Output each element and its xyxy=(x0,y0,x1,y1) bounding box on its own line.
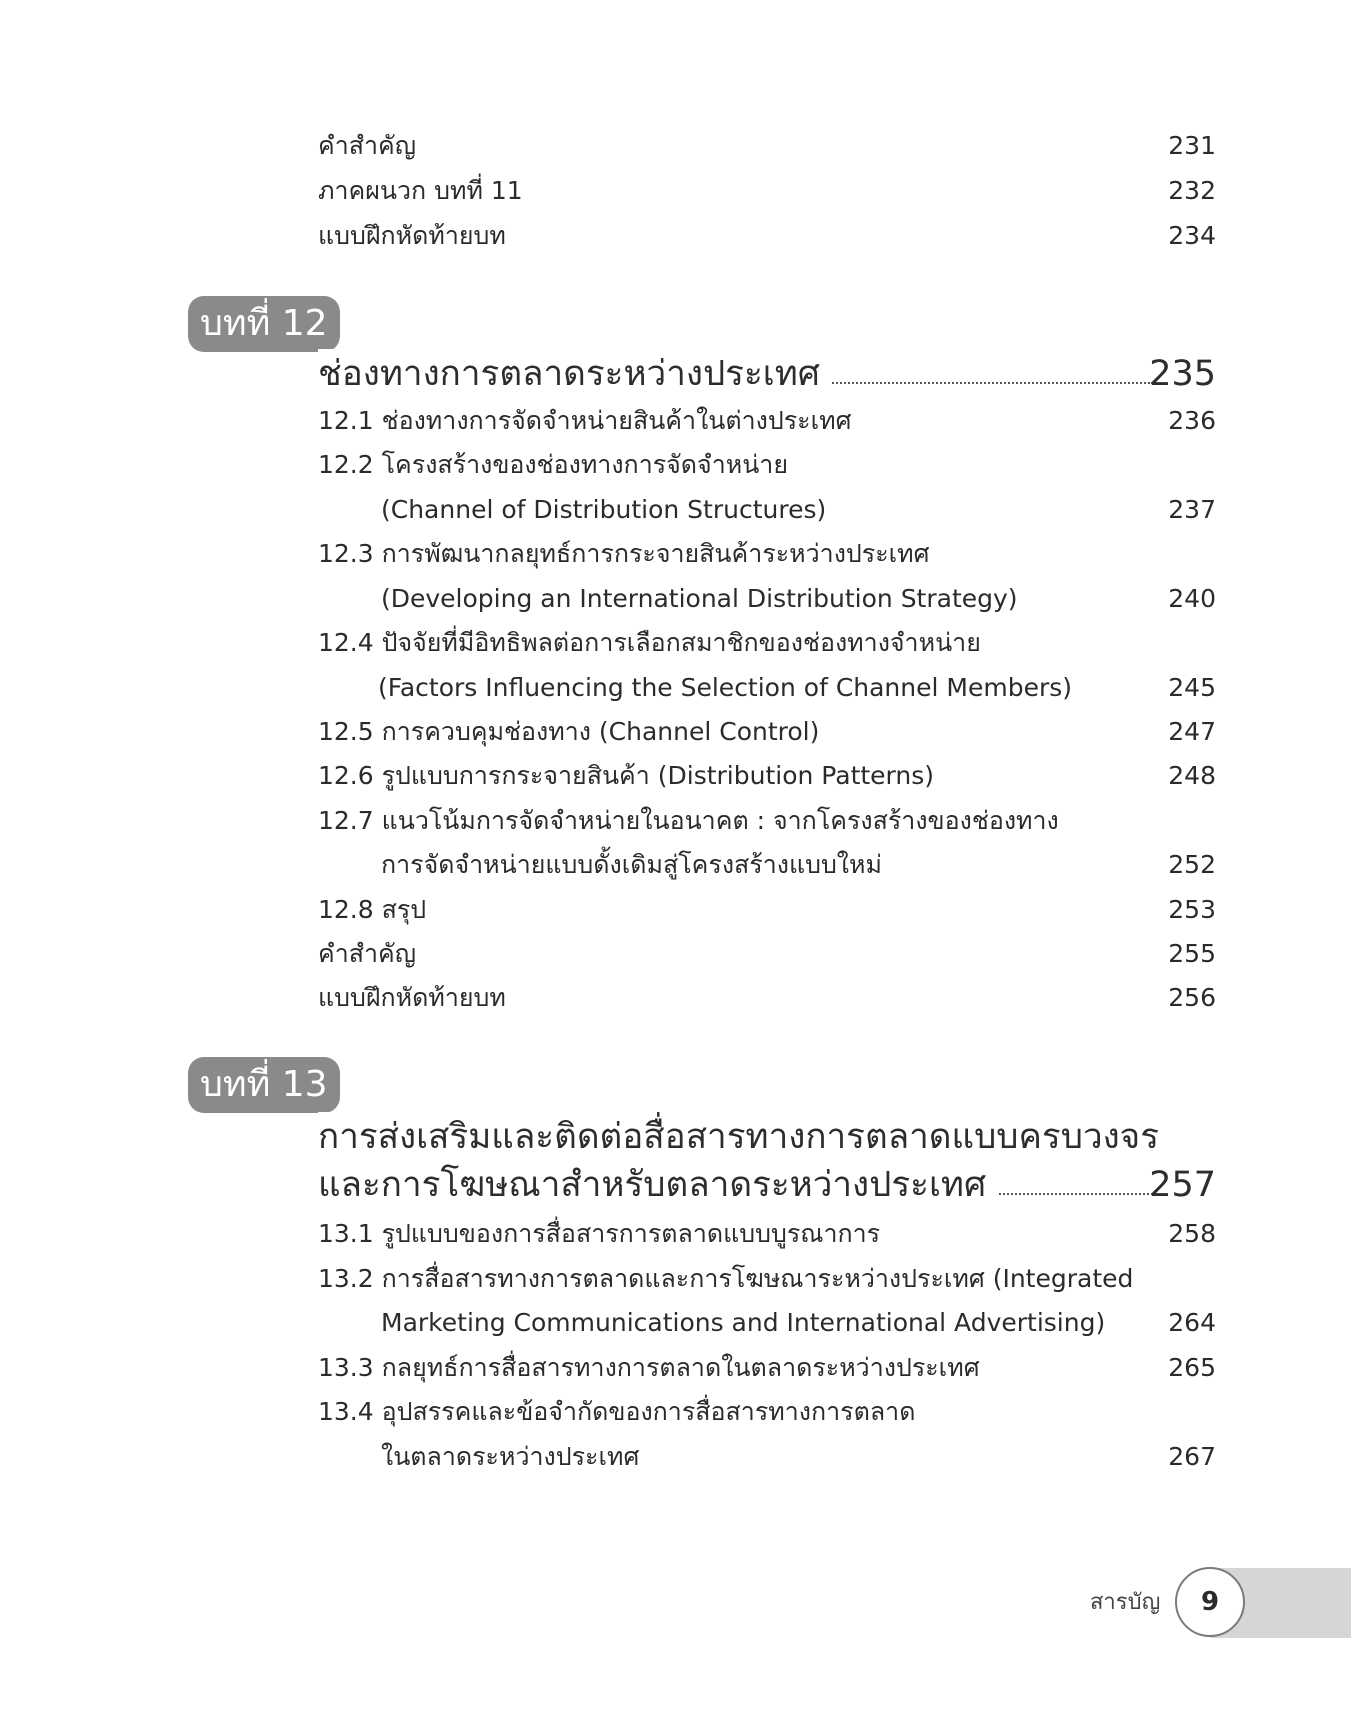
toc-entry-page: 253 xyxy=(1168,895,1216,924)
toc-entry-text: Marketing Communications and International Advertising) xyxy=(381,1308,1106,1337)
toc-entry-page: 234 xyxy=(1168,221,1216,250)
toc-entry xyxy=(0,799,1351,843)
toc-entry-text: 12.7 แนวโน้มการจัดจำหน่ายในอนาคต : จากโครงสร้างของช่องทาง xyxy=(318,806,1059,835)
toc-entry-text: คำสำคัญ xyxy=(318,131,417,160)
toc-entry-text: 12.8 สรุป xyxy=(318,895,427,924)
toc-entry-text: 12.5 การควบคุมช่องทาง (Channel Control) xyxy=(318,717,820,746)
toc-entry-page: 231 xyxy=(1168,131,1216,160)
toc-entry-page: 267 xyxy=(1168,1442,1216,1471)
chapter-12-badge: บทที่ 12 xyxy=(188,296,340,352)
toc-entry xyxy=(0,532,1351,576)
toc-entry xyxy=(0,399,1351,443)
toc-entry xyxy=(0,169,1351,213)
toc-entry-text: 13.3 กลยุทธ์การสื่อสารทางการตลาดในตลาดระหว่างประเทศ xyxy=(318,1353,980,1382)
toc-entry xyxy=(0,666,1351,710)
toc-entry xyxy=(0,1435,1351,1479)
toc-entry-text: คำสำคัญ xyxy=(318,939,417,968)
chapter-12-title: ช่องทางการตลาดระหว่างประเทศ xyxy=(318,349,832,399)
toc-entry-text: 12.3 การพัฒนากลยุทธ์การกระจายสินค้าระหว่างประเทศ xyxy=(318,539,930,568)
toc-entry xyxy=(0,976,1351,1020)
toc-entry xyxy=(0,888,1351,932)
toc-entry-text: 12.4 ปัจจัยที่มีอิทธิพลต่อการเลือกสมาชิกของช่องทางจำหน่าย xyxy=(318,628,981,657)
page-number: 9 xyxy=(1175,1567,1245,1637)
toc-entry xyxy=(0,577,1351,621)
toc-entry-text: 12.1 ช่องทางการจัดจำหน่ายสินค้าในต่างประเทศ xyxy=(318,406,852,435)
toc-entry-page: 237 xyxy=(1168,495,1216,524)
toc-entry-page: 240 xyxy=(1168,584,1216,613)
toc-entry-page: 256 xyxy=(1168,983,1216,1012)
toc-entry xyxy=(0,124,1351,168)
toc-entry-page: 252 xyxy=(1168,850,1216,879)
toc-entry xyxy=(0,443,1351,487)
chapter-13-badge: บทที่ 13 xyxy=(188,1057,340,1113)
toc-entry-text: 13.1 รูปแบบของการสื่อสารการตลาดแบบบูรณาการ xyxy=(318,1219,881,1248)
toc-entry-text: (Factors Influencing the Selection of Channel Members) xyxy=(378,673,1073,702)
toc-entry xyxy=(0,488,1351,532)
toc-entry-text: ภาคผนวก บทที่ 11 xyxy=(318,176,523,205)
toc-entry-text: แบบฝึกหัดท้ายบท xyxy=(318,221,506,250)
toc-entry-text: (Channel of Distribution Structures) xyxy=(381,495,827,524)
footer-section-label: สารบัญ xyxy=(1090,1590,1161,1615)
toc-entry-text: การจัดจำหน่ายแบบดั้งเดิมสู่โครงสร้างแบบใหม่ xyxy=(381,850,882,879)
chapter-13-page: 257 xyxy=(1149,1165,1216,1205)
toc-entry-page: 248 xyxy=(1168,761,1216,790)
toc-entry xyxy=(0,1346,1351,1390)
toc-entry xyxy=(0,843,1351,887)
chapter-13-title-line2-row xyxy=(0,1160,1351,1210)
toc-entry-page: 255 xyxy=(1168,939,1216,968)
toc-entry-page: 232 xyxy=(1168,176,1216,205)
toc-entry-text: (Developing an International Distribution Strategy) xyxy=(381,584,1018,613)
toc-entry-page: 258 xyxy=(1168,1219,1216,1248)
chapter-12-title-row xyxy=(0,349,1351,399)
toc-entry xyxy=(0,214,1351,258)
toc-entry xyxy=(0,1390,1351,1434)
toc-entry-page: 264 xyxy=(1168,1308,1216,1337)
toc-entry-text: 12.2 โครงสร้างของช่องทางการจัดจำหน่าย xyxy=(318,450,788,479)
toc-entry xyxy=(0,932,1351,976)
chapter-13-title-line1-row xyxy=(0,1112,1351,1162)
toc-entry xyxy=(0,1301,1351,1345)
toc-entry xyxy=(0,754,1351,798)
toc-entry xyxy=(0,1257,1351,1301)
toc-entry-text: ในตลาดระหว่างประเทศ xyxy=(381,1442,640,1471)
chapter-13-title-line1: การส่งเสริมและติดต่อสื่อสารทางการตลาดแบบครบวงจร xyxy=(318,1112,1171,1162)
toc-entry-page: 245 xyxy=(1168,673,1216,702)
toc-entry xyxy=(0,621,1351,665)
toc-entry-page: 247 xyxy=(1168,717,1216,746)
toc-entry-text: 12.6 รูปแบบการกระจายสินค้า (Distribution Patterns) xyxy=(318,761,935,790)
toc-entry-text: 13.4 อุปสรรคและข้อจำกัดของการสื่อสารทางการตลาด xyxy=(318,1397,916,1426)
chapter-12-page: 235 xyxy=(1149,354,1216,394)
toc-entry-text: 13.2 การสื่อสารทางการตลาดและการโฆษณาระหว่างประเทศ (Integrated xyxy=(318,1264,1134,1293)
toc-entry-text: แบบฝึกหัดท้ายบท xyxy=(318,983,506,1012)
toc-entry xyxy=(0,710,1351,754)
toc-entry xyxy=(0,1212,1351,1256)
toc-entry-page: 265 xyxy=(1168,1353,1216,1382)
chapter-13-title-line2: และการโฆษณาสำหรับตลาดระหว่างประเทศ xyxy=(318,1160,998,1210)
toc-entry-page: 236 xyxy=(1168,406,1216,435)
